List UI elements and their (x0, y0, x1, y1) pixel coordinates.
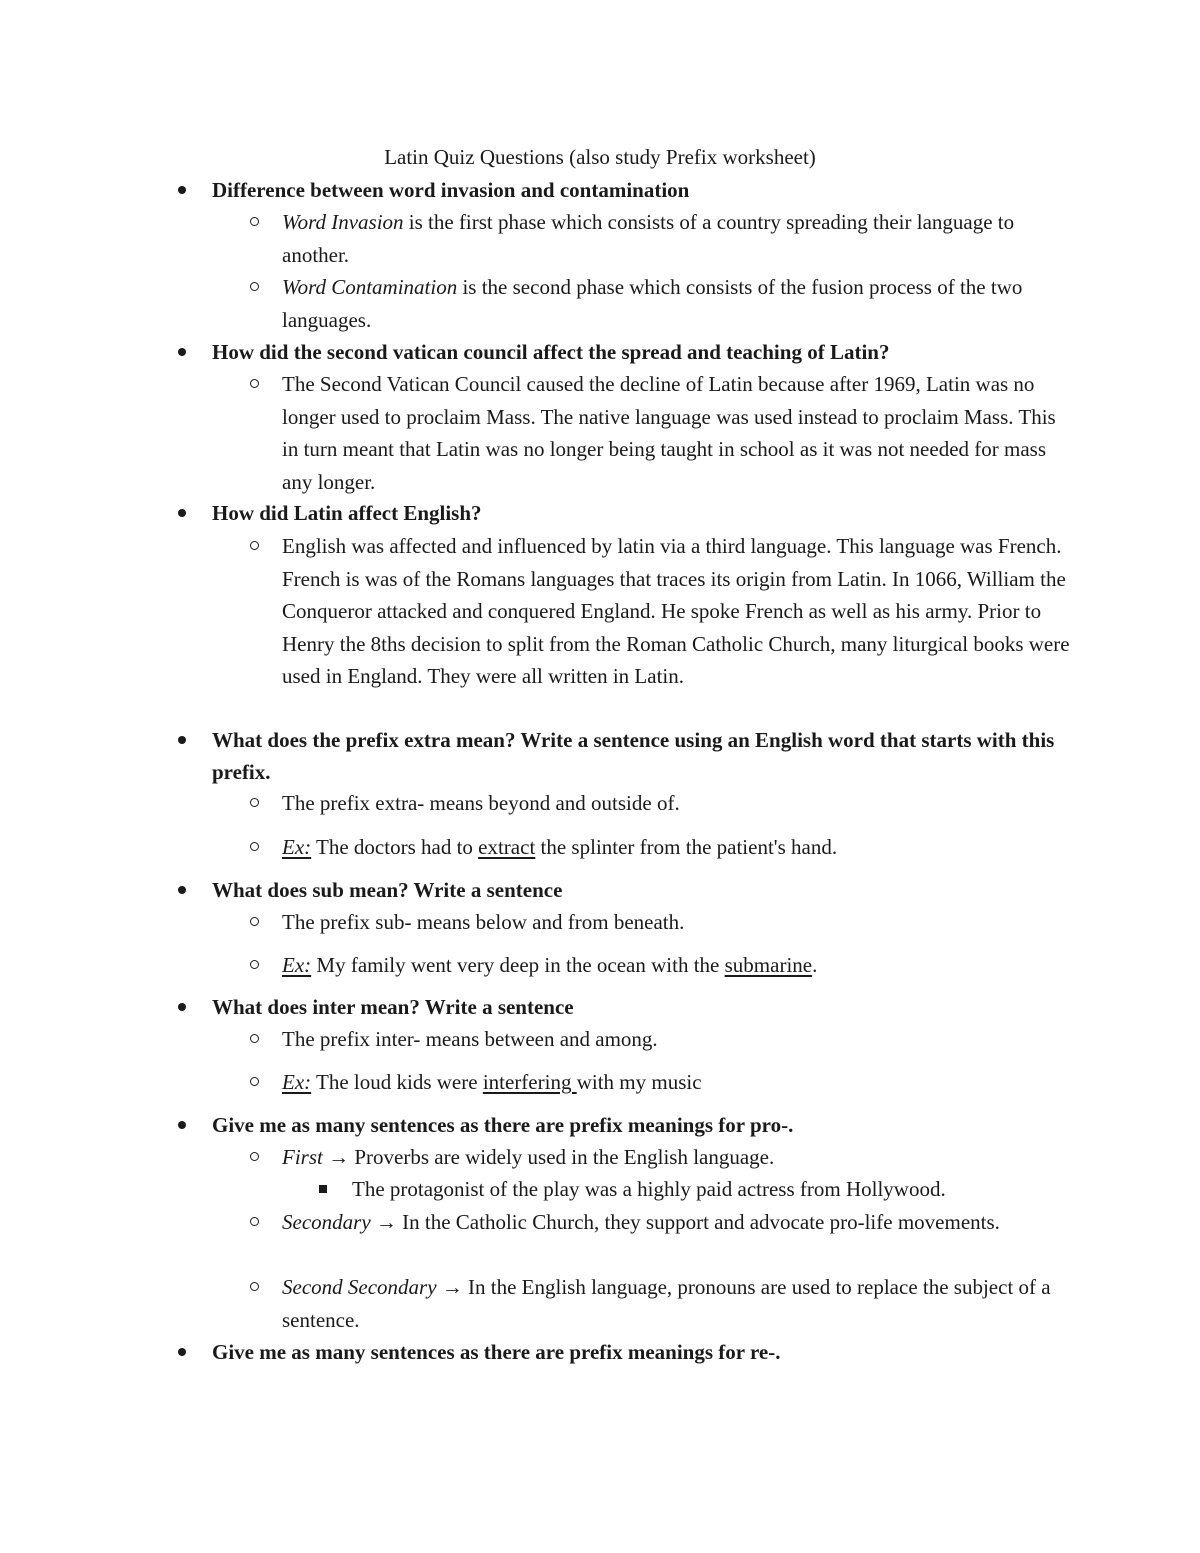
example-text: . (812, 953, 818, 977)
example-label: Ex: (282, 953, 312, 977)
term: First (282, 1145, 323, 1169)
hollow-bullet-icon (249, 960, 261, 972)
answer-4-1: The prefix extra- means beyond and outside of. (282, 791, 680, 815)
example-text: the splinter from the patient's hand. (535, 835, 838, 859)
term: Word Contamination (282, 275, 458, 299)
answer-5-2 (282, 949, 1072, 982)
example-word: extract (478, 835, 536, 859)
answer-2-1: The Second Vatican Council caused the decline of Latin because after 1969, Latin was no longer used to proclaim Mass. The native language was used instead to proclaim Mass. This in turn meant that Latin was no longer being taught in school as it was not needed for mass any longer. (282, 372, 1056, 494)
answer-text: is the first phase which consists of a country spreading their language to another. (282, 210, 1015, 267)
answer-text: → In the Catholic Church, they support and advocate pro-life movements. (370, 1210, 1000, 1234)
square-bullet-icon (318, 1185, 330, 1197)
bullet-icon (176, 736, 188, 748)
bullet-icon (176, 348, 188, 360)
answer-7-2 (282, 1206, 1072, 1239)
answer-text: → Proverbs are widely used in the English language. (322, 1145, 775, 1169)
example-text: The doctors had to (311, 835, 479, 859)
example-word: submarine (724, 953, 813, 977)
hollow-bullet-icon (249, 1282, 261, 1294)
question-6: What does inter mean? Write a sentence (212, 995, 574, 1019)
answer-7-1-sub: The protagonist of the play was a highly paid actress from Hollywood. (352, 1177, 946, 1201)
question-4: What does the prefix extra mean? Write a sentence using an English word that starts with this prefix. (212, 728, 1055, 784)
hollow-bullet-icon (249, 379, 261, 391)
hollow-bullet-icon (249, 217, 261, 229)
hollow-bullet-icon (249, 541, 261, 553)
example-label: Ex: (282, 835, 312, 859)
example-word: interfering (482, 1070, 577, 1094)
question-1: Difference between word invasion and contamination (212, 178, 690, 202)
bullet-icon (176, 509, 188, 521)
hollow-bullet-icon (249, 282, 261, 294)
answer-6-1: The prefix inter- means between and among. (282, 1027, 658, 1051)
question-2: How did the second vatican council affect the spread and teaching of Latin? (212, 340, 890, 364)
hollow-bullet-icon (249, 798, 261, 810)
term: Secondary (282, 1210, 371, 1234)
hollow-bullet-icon (249, 842, 261, 854)
hollow-bullet-icon (249, 1034, 261, 1046)
bullet-icon (176, 1348, 188, 1360)
answer-5-1: The prefix sub- means below and from beneath. (282, 910, 685, 934)
bullet-icon (176, 1003, 188, 1015)
example-label: Ex: (282, 1070, 312, 1094)
answer-4-2 (282, 831, 1072, 864)
answer-text: → In the English language, pronouns are used to replace the subject of a sentence. (282, 1275, 1051, 1332)
answer-1-1 (282, 206, 1072, 271)
answer-7-1 (282, 1141, 1072, 1174)
question-5: What does sub mean? Write a sentence (212, 878, 563, 902)
question-7: Give me as many sentences as there are prefix meanings for pro-. (212, 1113, 794, 1137)
example-text: The loud kids were (311, 1070, 483, 1094)
answer-text: is the second phase which consists of the fusion process of the two languages. (282, 275, 1023, 332)
example-text: with my music (576, 1070, 702, 1094)
bullet-icon (176, 186, 188, 198)
answer-3-1: English was affected and influenced by latin via a third language. This language was French. French is was of the Romans languages that traces its origin from Latin. In 1066, William the Conqueror attacked and conquered England. He spoke French as well as his army. Prior to Henry the 8ths decision to split from the Roman Catholic Church, many liturgical books were used in England. They were all written in Latin. (282, 534, 1070, 688)
example-text: My family went very deep in the ocean with the (311, 953, 725, 977)
answer-7-3 (282, 1271, 1072, 1336)
question-8: Give me as many sentences as there are prefix meanings for re-. (212, 1340, 781, 1364)
hollow-bullet-icon (249, 917, 261, 929)
hollow-bullet-icon (249, 1077, 261, 1089)
bullet-icon (176, 886, 188, 898)
hollow-bullet-icon (249, 1152, 261, 1164)
page-title: Latin Quiz Questions (also study Prefix worksheet) (384, 145, 816, 169)
term: Second Secondary (282, 1275, 437, 1299)
hollow-bullet-icon (249, 1217, 261, 1229)
question-3: How did Latin affect English? (212, 501, 482, 525)
answer-1-2 (282, 271, 1072, 336)
answer-6-2 (282, 1066, 1072, 1099)
bullet-icon (176, 1121, 188, 1133)
term: Word Invasion (282, 210, 404, 234)
